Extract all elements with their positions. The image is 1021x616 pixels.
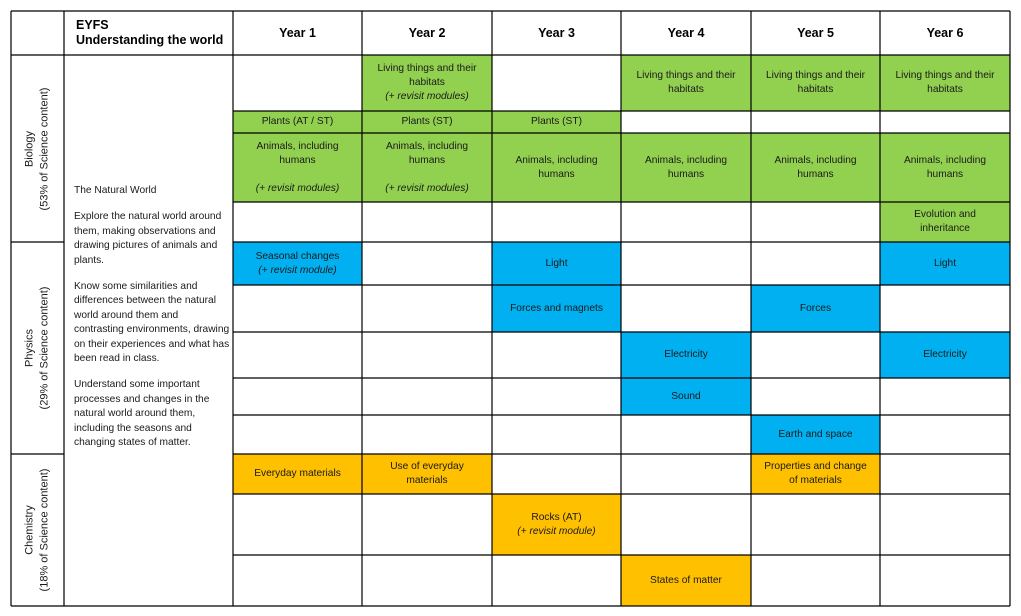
topic-label-line: States of matter [650, 574, 722, 586]
eyfs-description [74, 184, 230, 463]
revisit-note: (+ revisit module) [258, 264, 337, 276]
topic-label-line: humans [408, 154, 446, 166]
topic-label-line: Forces and magnets [510, 302, 603, 314]
topic-cell-biology [233, 111, 362, 133]
section-share: (53% of Science content) [38, 87, 51, 210]
eyfs-header-line2: Understanding the world [76, 33, 224, 47]
topic-label-line: Forces [799, 302, 832, 314]
year-header-2: Year 2 [408, 26, 446, 40]
topic-cell-biology [362, 133, 492, 202]
section-name: Chemistry [23, 505, 36, 555]
section-label-text [23, 469, 53, 592]
topic-cell-biology [362, 111, 492, 133]
section-label-chemistry [11, 454, 64, 606]
topic-label-line: Animals, including [385, 140, 469, 152]
topic-label-line: Plants (ST) [531, 116, 582, 127]
topic-label-line: humans [538, 168, 575, 180]
topic-label-line: Living things and their [765, 70, 866, 81]
topic-label-line: Animals, including [256, 140, 339, 152]
topic-label-line: Light [933, 257, 957, 269]
topic-label-line: Rocks (AT) [531, 511, 582, 523]
topic-cell-biology [492, 111, 621, 133]
topic-cell-biology [880, 55, 1010, 111]
eyfs-paragraph-1: Explore the natural world around them, making observations and drawing pictures of animals and plants. [74, 211, 222, 266]
section-label-text [23, 87, 53, 210]
section-name: Physics [23, 329, 36, 367]
topic-cell-biology [751, 133, 880, 202]
topic-label-line: Properties and change [764, 461, 867, 472]
topic-label-line: Animals, including [515, 154, 598, 166]
topic-label-line: Sound [671, 390, 701, 402]
eyfs-header [64, 11, 234, 55]
year-header-5: Year 5 [797, 26, 834, 40]
topic-label-line: Living things and their [377, 63, 477, 74]
topic-label-line: Living things and their [636, 70, 736, 81]
topic-label-line: Use of everyday [390, 461, 464, 472]
topic-cell-biology [621, 133, 751, 202]
topic-cell-physics [751, 285, 880, 332]
topic-cell-biology [880, 133, 1010, 202]
topic-cell-physics [233, 242, 362, 285]
topic-cell-chemistry [751, 454, 880, 494]
topic-label-line: Animals, including [774, 154, 857, 166]
topic-cell-biology [233, 133, 362, 202]
eyfs-paragraph-3: Understand some important processes and changes in the natural world around them, including the seasons and changing states of matter. [74, 379, 210, 449]
section-share: (18% of Science content) [38, 468, 51, 592]
topic-cell-physics [880, 332, 1010, 378]
revisit-note: (+ revisit modules) [385, 91, 469, 102]
topic-label-line: Seasonal changes [255, 250, 340, 262]
eyfs-paragraph-2: Know some similarities and differences between the natural world around them and contrasting environments, drawing on their experiences and what has been read in class. [74, 281, 230, 365]
topic-label-line: Light [545, 257, 568, 269]
topic-cell-physics [492, 285, 621, 332]
topic-label-line: Evolution and [914, 209, 976, 220]
topic-cell-biology [621, 55, 751, 111]
year-header-4: Year 4 [667, 26, 705, 40]
section-label-biology [11, 55, 64, 242]
section-share: (29% of Science content) [38, 286, 51, 410]
topic-label-line: Everyday materials [254, 468, 341, 479]
topic-cell-biology [751, 55, 880, 111]
topic-cell-biology [362, 55, 492, 111]
eyfs-heading: The Natural World [74, 185, 157, 196]
topic-label-line: Electricity [923, 349, 967, 360]
revisit-note: (+ revisit module) [517, 525, 596, 537]
topic-label-line: Plants (AT / ST) [261, 116, 334, 127]
year-header-1: Year 1 [279, 26, 316, 40]
topic-cell-physics [492, 242, 621, 285]
topic-label-line: habitats [927, 84, 963, 95]
topic-label-line: inheritance [920, 223, 970, 234]
topic-label-line: humans [797, 168, 834, 180]
topic-label-line: Animals, including [644, 154, 728, 166]
topic-cell-physics [880, 242, 1010, 285]
topic-label-line: humans [926, 168, 964, 180]
section-name: Biology [23, 130, 36, 167]
topic-label-line: humans [279, 154, 316, 166]
topic-label-line: materials [406, 475, 448, 486]
topic-cell-chemistry [362, 454, 492, 494]
topic-label-line: Animals, including [903, 154, 987, 166]
topic-cell-chemistry [233, 454, 362, 494]
revisit-note: (+ revisit modules) [385, 182, 469, 194]
topic-label-line: habitats [668, 84, 704, 95]
topic-label-line: Plants (ST) [401, 116, 453, 127]
topic-label-line: humans [667, 168, 705, 180]
topic-cell-physics [621, 332, 751, 378]
topic-label-line: Earth and space [778, 428, 853, 440]
topic-cell-biology [880, 202, 1010, 242]
topic-label-line: Living things and their [895, 70, 995, 81]
revisit-note: (+ revisit modules) [255, 182, 340, 194]
topic-cell-biology [492, 133, 621, 202]
topic-label-line: of materials [789, 475, 842, 486]
eyfs-header-line1: EYFS [76, 18, 109, 32]
topic-cell-chemistry [621, 555, 751, 606]
topic-label-line: Electricity [664, 349, 708, 360]
section-label-text [23, 287, 53, 410]
year-header-6: Year 6 [926, 26, 964, 40]
topic-label-line: habitats [797, 84, 834, 95]
section-label-physics [11, 242, 64, 454]
topic-cell-chemistry [492, 494, 621, 555]
topic-label-line: habitats [409, 77, 445, 88]
topic-cell-physics [621, 378, 751, 415]
topic-cell-physics [751, 415, 880, 454]
year-header-3: Year 3 [538, 26, 575, 40]
